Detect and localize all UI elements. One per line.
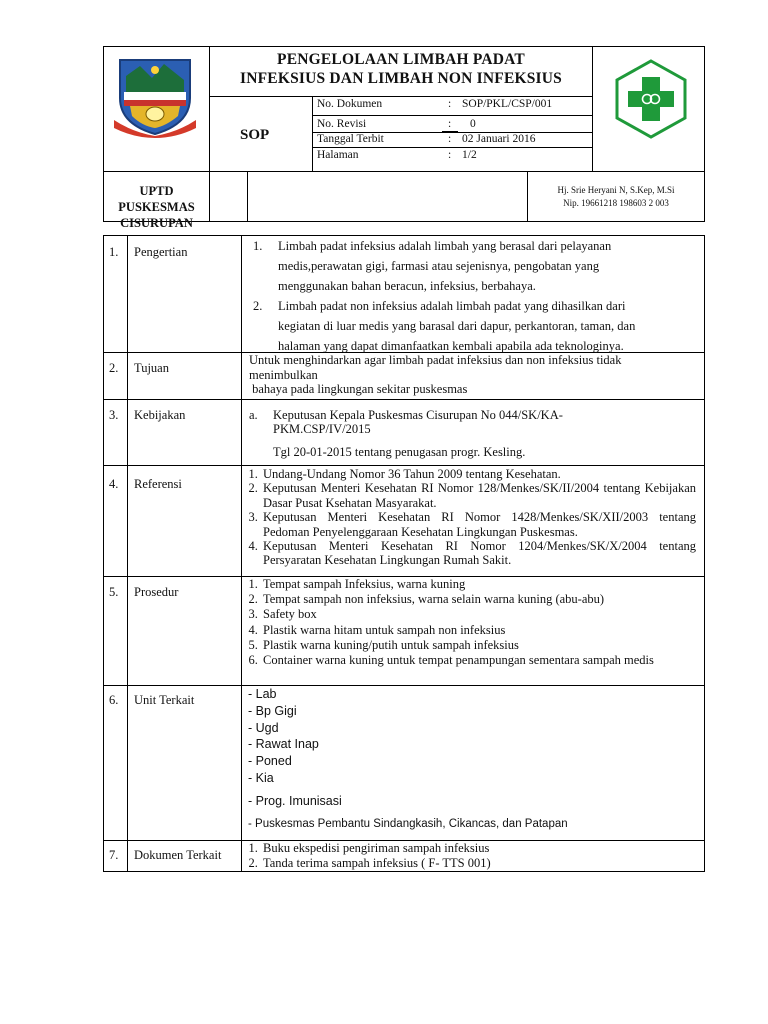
puskesmas-logo	[612, 59, 690, 139]
row-number: 6.	[109, 693, 119, 707]
prosedur-item: 6. Container warna kuning untuk tempat penampungan sementara sampah medis	[261, 653, 696, 668]
title-line-1: PENGELOLAAN LIMBAH PADAT	[277, 51, 525, 68]
row-label-kebijakan: Kebijakan	[134, 408, 186, 422]
referensi-item: 4. Keputusan Menteri Kesehatan RI Nomor 1204/Menkes/SK/X/2004 tentang Persyaratan Kesehatan Lingkungan Rumah Sakit.	[261, 539, 696, 568]
meta-sep: :	[448, 149, 452, 161]
unit-item: - Bp Gigi	[248, 703, 297, 718]
signer-block	[528, 184, 704, 210]
meta-value: SOP/PKL/CSP/001	[462, 98, 553, 110]
row-label-referensi: Referensi	[134, 477, 182, 491]
row-label-dokumen-terkait: Dokumen Terkait	[134, 848, 222, 862]
unit-item: - Kia	[248, 770, 274, 785]
pengertian-content	[247, 236, 687, 356]
regency-coat-of-arms-logo	[112, 54, 198, 138]
kebijakan-marker: a.	[249, 408, 258, 422]
item-number: 1.	[253, 239, 263, 253]
dokumen-terkait-content	[242, 841, 696, 870]
dokumen-item: 1. Buku ekspedisi pengiriman sampah infeksius	[261, 841, 696, 856]
tujuan-line-3: bahaya pada lingkungan sekitar puskesmas	[249, 382, 468, 396]
referensi-item: 3. Keputusan Menteri Kesehatan RI Nomor 1428/Menkes/SK/XII/2003 tentang Pedoman Penyelenggaraan Kesehatan Lingkungan Puskesmas.	[261, 510, 696, 539]
row-number: 7.	[109, 848, 119, 862]
meta-label: Halaman	[317, 149, 359, 161]
item-number: 2.	[253, 299, 263, 313]
row-label-tujuan: Tujuan	[134, 361, 169, 375]
pengertian-item-1	[247, 236, 687, 296]
kebijakan-line-2: PKM.CSP/IV/2015	[273, 422, 371, 436]
tujuan-line-2: menimbulkan	[249, 367, 318, 382]
item-line: menggunakan bahan beracun, infeksius, berbahaya.	[278, 279, 536, 293]
sop-label: SOP	[240, 127, 270, 143]
row-number: 1.	[109, 245, 119, 259]
item-line: halaman yang dapat dimanfaatkan kembali apabila ada teknologinya.	[278, 339, 624, 353]
row-number: 2.	[109, 361, 119, 375]
referensi-item: 1. Undang-Undang Nomor 36 Tahun 2009 tentang Kesehatan.	[261, 467, 696, 481]
tujuan-content	[249, 353, 701, 397]
row-label-pengertian: Pengertian	[134, 245, 188, 259]
meta-no-dokumen	[317, 97, 593, 113]
row-number: 4.	[109, 477, 119, 491]
prosedur-item: 5. Plastik warna kuning/putih untuk sampah infeksius	[261, 638, 696, 653]
document-title	[210, 50, 592, 88]
row-label-prosedur: Prosedur	[134, 585, 179, 599]
meta-value: 0	[470, 118, 476, 130]
pengertian-item-2	[247, 296, 687, 356]
meta-label: Tanggal Terbit	[317, 133, 384, 145]
prosedur-item: 4. Plastik warna hitam untuk sampah non infeksius	[261, 623, 696, 638]
unit-item: - Rawat Inap	[248, 737, 319, 752]
prosedur-content	[242, 577, 696, 668]
signer-nip: Nip. 19661218 198603 2 003	[563, 198, 669, 208]
kebijakan-line-3: Tgl 20-01-2015 tentang penugasan progr. Kesling.	[273, 445, 526, 459]
item-line: Limbah padat infeksius adalah limbah yang berasal dari pelayanan	[278, 239, 612, 253]
dokumen-item: 2. Tanda terima sampah infeksius ( F- TTS 001)	[261, 856, 696, 871]
meta-sep: :	[448, 133, 452, 145]
kebijakan-line-1: Keputusan Kepala Puskesmas Cisurupan No 044/SK/KA-	[273, 408, 563, 422]
meta-label: No. Revisi	[317, 118, 367, 130]
unit-item: - Lab	[248, 687, 277, 701]
unit-item: - Puskesmas Pembantu Sindangkasih, Cikancas, dan Patapan	[248, 817, 568, 830]
item-line: Limbah padat non infeksius adalah limbah padat yang dihasilkan dari	[278, 299, 626, 313]
meta-value: 1/2	[462, 149, 477, 161]
referensi-item: 2. Keputusan Menteri Kesehatan RI Nomor 128/Menkes/SK/II/2004 tentang Kebijakan Dasar Pusat Ksehatan Masyarakat.	[261, 481, 696, 510]
unit-line-1: UPTD PUSKESMAS	[118, 184, 195, 214]
prosedur-item: 1. Tempat sampah Infeksius, warna kuning	[261, 577, 696, 592]
title-line-2: INFEKSIUS DAN LIMBAH NON INFEKSIUS	[239, 70, 563, 87]
item-line: kegiatan di luar medis yang barasal dari dapur, perkantoran, taman, dan	[278, 319, 636, 333]
referensi-content	[242, 467, 696, 568]
unit-terkait-content	[248, 686, 700, 832]
meta-tanggal-terbit	[317, 132, 593, 148]
row-label-unit-terkait: Unit Terkait	[134, 693, 195, 707]
prosedur-item: 3. Safety box	[261, 607, 696, 622]
unit-item: - Ugd	[248, 720, 279, 735]
unit-item: - Poned	[248, 754, 292, 769]
row-number: 5.	[109, 585, 119, 599]
meta-sep: :	[448, 118, 452, 130]
meta-value: 02 Januari 2016	[462, 133, 536, 145]
meta-halaman	[317, 148, 593, 164]
row-number: 3.	[109, 408, 119, 422]
prosedur-item: 2. Tempat sampah non infeksius, warna selain warna kuning (abu-abu)	[261, 592, 696, 607]
unit-line-2: CISURUPAN	[120, 216, 193, 230]
unit-name	[104, 183, 209, 231]
meta-label: No. Dokumen	[317, 98, 383, 110]
unit-item: - Prog. Imunisasi	[248, 793, 342, 808]
tujuan-line-1: Untuk menghindarkan agar limbah padat infeksius dan non infeksius tidak	[249, 353, 622, 367]
meta-sep: :	[448, 98, 452, 110]
item-line: medis,perawatan gigi, farmasi atau sejenisnya, pengobatan yang	[278, 259, 600, 273]
signer-name: Hj. Srie Heryani N, S.Kep, M.Si	[557, 185, 675, 195]
